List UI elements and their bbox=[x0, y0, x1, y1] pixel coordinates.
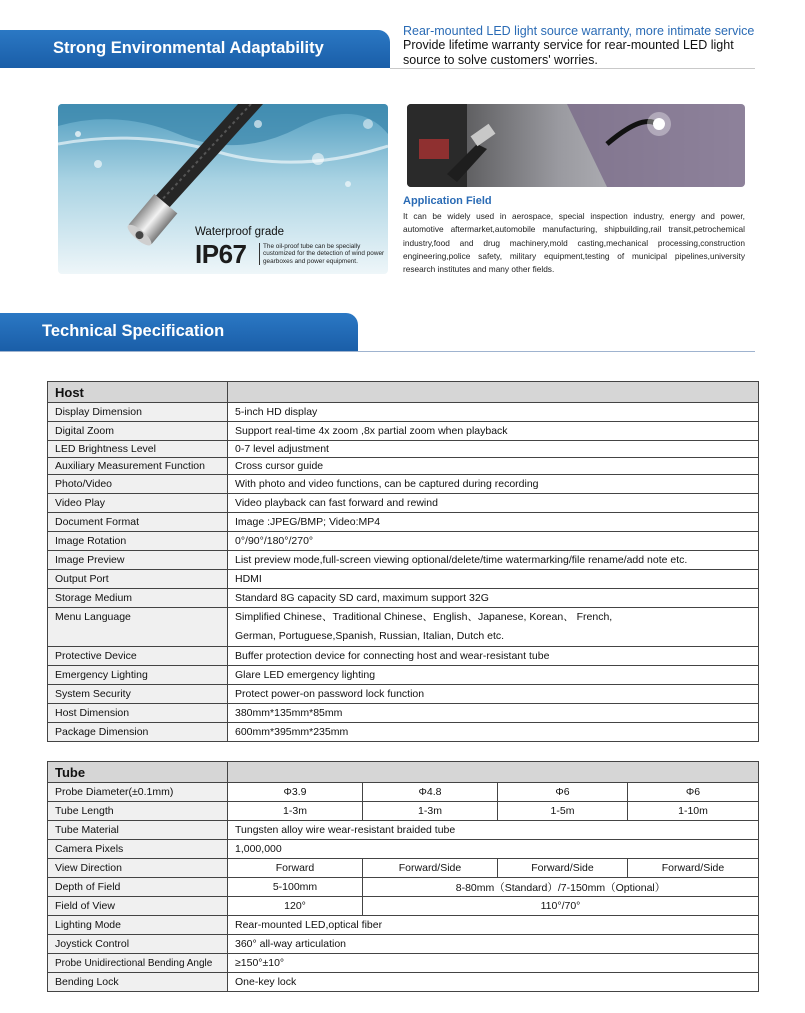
spec-label: LED Brightness Level bbox=[48, 441, 228, 458]
spec-label: Depth of Field bbox=[48, 878, 228, 897]
spec-value: Forward/Side bbox=[498, 859, 628, 878]
tech-section-title: Technical Specification bbox=[42, 322, 225, 340]
table-row bbox=[48, 647, 759, 666]
spec-value: With photo and video functions, can be captured during recording bbox=[228, 475, 759, 494]
table-row bbox=[48, 666, 759, 685]
spec-label: Joystick Control bbox=[48, 935, 228, 954]
spec-label: Storage Medium bbox=[48, 589, 228, 608]
spec-value: 1-3m bbox=[363, 802, 498, 821]
table-row bbox=[48, 441, 759, 458]
spec-value: Tungsten alloy wire wear-resistant braided tube bbox=[228, 821, 759, 840]
table-row bbox=[48, 685, 759, 704]
table-row bbox=[48, 973, 759, 992]
env-section-title: Strong Environmental Adaptability bbox=[53, 39, 324, 57]
table-row bbox=[48, 723, 759, 742]
warranty-text: Provide lifetime warranty service for rear-mounted LED light source to solve customers' worries. bbox=[403, 38, 734, 67]
spec-value: Rear-mounted LED,optical fiber bbox=[228, 916, 759, 935]
spec-value: Video playback can fast forward and rewind bbox=[228, 494, 759, 513]
spec-label: View Direction bbox=[48, 859, 228, 878]
spec-value: Glare LED emergency lighting bbox=[228, 666, 759, 685]
spec-value: 8-80mm（Standard）/7-150mm（Optional） bbox=[363, 878, 759, 897]
spec-label: Display Dimension bbox=[48, 403, 228, 422]
spec-value: Support real-time 4x zoom ,8x partial zoom when playback bbox=[228, 422, 759, 441]
menu-language-line-1: Simplified Chinese、Traditional Chinese、English、Japanese, Korean、 French, bbox=[235, 611, 613, 623]
spec-value: HDMI bbox=[228, 570, 759, 589]
table-row bbox=[48, 897, 759, 916]
spec-value: Forward bbox=[228, 859, 363, 878]
tube-header-row bbox=[48, 762, 759, 783]
ip-rating: IP67 bbox=[195, 239, 247, 269]
spec-value: Buffer protection device for connecting host and wear-resistant tube bbox=[228, 647, 759, 666]
spec-value: Forward/Side bbox=[363, 859, 498, 878]
spec-value: 5-inch HD display bbox=[228, 403, 759, 422]
spec-value: One-key lock bbox=[228, 973, 759, 992]
env-section-banner bbox=[0, 30, 390, 68]
spec-value: Φ3.9 bbox=[228, 783, 363, 802]
spec-label: Lighting Mode bbox=[48, 916, 228, 935]
spec-value: 360° all-way articulation bbox=[228, 935, 759, 954]
spec-label: Field of View bbox=[48, 897, 228, 916]
table-row bbox=[48, 608, 759, 647]
spec-label: Probe Diameter(±0.1mm) bbox=[48, 783, 228, 802]
waterproof-image bbox=[58, 104, 388, 274]
tube-spec-table bbox=[47, 761, 759, 992]
spec-value: Image :JPEG/BMP; Video:MP4 bbox=[228, 513, 759, 532]
table-row bbox=[48, 403, 759, 422]
spec-value: Cross cursor guide bbox=[228, 458, 759, 475]
env-divider bbox=[390, 68, 755, 69]
table-row bbox=[48, 494, 759, 513]
spec-label: Photo/Video bbox=[48, 475, 228, 494]
table-row bbox=[48, 513, 759, 532]
spec-label: Probe Unidirectional Bending Angle bbox=[48, 954, 228, 973]
spec-label: Video Play bbox=[48, 494, 228, 513]
host-spec-table bbox=[47, 381, 759, 742]
table-row bbox=[48, 954, 759, 973]
spec-label: Host Dimension bbox=[48, 704, 228, 723]
spec-label: Bending Lock bbox=[48, 973, 228, 992]
spec-value: Protect power-on password lock function bbox=[228, 685, 759, 704]
table-row bbox=[48, 475, 759, 494]
menu-language-line-2: German, Portuguese,Spanish, Russian, Italian, Dutch etc. bbox=[235, 630, 505, 642]
table-row bbox=[48, 422, 759, 441]
table-row bbox=[48, 916, 759, 935]
spec-label: Image Rotation bbox=[48, 532, 228, 551]
spec-value: 1-5m bbox=[498, 802, 628, 821]
application-field-text: It can be widely used in aerospace, special inspection industry, energy and power, automotive aftermarket,automobile manufacturing, shipbuilding,rail transit,petrochemical industry,food and drug machinery,mold casting,mechanical processing,construction engineering,police safety, military equipment,testing of municipal pipelines,university research institutes and many other fields. bbox=[403, 211, 745, 275]
warranty-title: Rear-mounted LED light source warranty, more intimate service bbox=[403, 24, 755, 38]
application-image bbox=[407, 104, 745, 187]
tech-divider bbox=[0, 351, 755, 352]
table-row bbox=[48, 821, 759, 840]
spec-value: Φ4.8 bbox=[363, 783, 498, 802]
spec-value: ≥150°±10° bbox=[228, 954, 759, 973]
spec-value: 1,000,000 bbox=[228, 840, 759, 859]
table-row bbox=[48, 859, 759, 878]
spec-label: Tube Length bbox=[48, 802, 228, 821]
spec-value: List preview mode,full-screen viewing optional/delete/time watermarking/file rename/add note etc. bbox=[228, 551, 759, 570]
application-field-title: Application Field bbox=[403, 195, 492, 207]
table-row bbox=[48, 570, 759, 589]
table-row bbox=[48, 802, 759, 821]
spec-value: 1-10m bbox=[628, 802, 759, 821]
host-title: Host bbox=[48, 382, 228, 403]
spec-label: Menu Language bbox=[48, 608, 228, 647]
spec-label: Image Preview bbox=[48, 551, 228, 570]
spec-label: Digital Zoom bbox=[48, 422, 228, 441]
spec-value: Forward/Side bbox=[628, 859, 759, 878]
table-row bbox=[48, 935, 759, 954]
table-row bbox=[48, 878, 759, 897]
table-row bbox=[48, 458, 759, 475]
spec-label: Camera Pixels bbox=[48, 840, 228, 859]
tube-title: Tube bbox=[48, 762, 228, 783]
spec-value: 0°/90°/180°/270° bbox=[228, 532, 759, 551]
spec-value: 600mm*395mm*235mm bbox=[228, 723, 759, 742]
spec-value bbox=[228, 608, 759, 647]
application-illustration bbox=[407, 104, 745, 187]
spec-value: 0-7 level adjustment bbox=[228, 441, 759, 458]
table-row bbox=[48, 783, 759, 802]
table-row bbox=[48, 532, 759, 551]
spec-label: Protective Device bbox=[48, 647, 228, 666]
spec-label: System Security bbox=[48, 685, 228, 704]
table-row bbox=[48, 704, 759, 723]
spec-value: 110°/70° bbox=[363, 897, 759, 916]
spec-value: Φ6 bbox=[628, 783, 759, 802]
spec-value: 380mm*135mm*85mm bbox=[228, 704, 759, 723]
table-row bbox=[48, 840, 759, 859]
spec-value: 120° bbox=[228, 897, 363, 916]
spec-label: Auxiliary Measurement Function bbox=[48, 458, 228, 475]
tech-section-banner bbox=[0, 313, 358, 351]
spec-value: 5-100mm bbox=[228, 878, 363, 897]
spec-label: Tube Material bbox=[48, 821, 228, 840]
spec-label: Emergency Lighting bbox=[48, 666, 228, 685]
host-header-row bbox=[48, 382, 759, 403]
table-row bbox=[48, 589, 759, 608]
spec-label: Output Port bbox=[48, 570, 228, 589]
ip-rating-description: The oil-proof tube can be specially customized for the detection of wind power gearboxes and power equipment. bbox=[259, 243, 385, 265]
spec-label: Package Dimension bbox=[48, 723, 228, 742]
waterproof-grade-label: Waterproof grade bbox=[195, 226, 285, 238]
spec-value: 1-3m bbox=[228, 802, 363, 821]
table-row bbox=[48, 551, 759, 570]
spec-value: Φ6 bbox=[498, 783, 628, 802]
spec-value: Standard 8G capacity SD card, maximum support 32G bbox=[228, 589, 759, 608]
spec-label: Document Format bbox=[48, 513, 228, 532]
